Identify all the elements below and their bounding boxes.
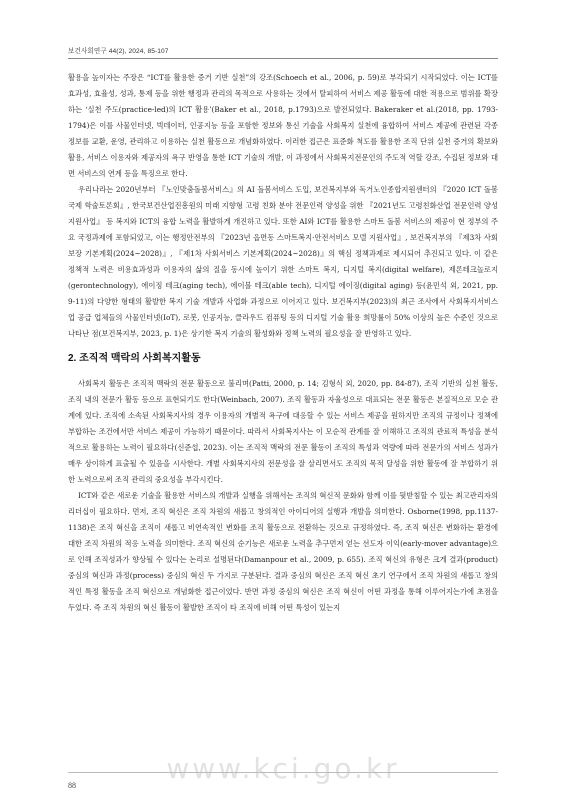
- section-heading: 2. 조직적 맥락의 사회복지활동: [68, 353, 201, 364]
- running-header: 보건사회연구 44(2), 2024, 85-107: [68, 48, 169, 55]
- body-paragraph: 사회복지 활동은 조직적 맥락의 전문 활동으로 불리며(Patti, 2000, p. 14; 김형식 외, 2020, pp. 84-87), 조직 기반의 실천 활동, 조직 내의 전문가 활동 등으로 표현되기도 한다(Weinbach, 2007). 조직 활동과 자율성으로 대표되는 전문 활동은 본질적으로 모순 관계에 있다. 조직에 소속된 사회복지사의 경우 이용자의 개별적 욕구에 대응할 수 있는 서비스 제공을 원하지만 조직의 규정이나 정책에 부합하는 조건에서만 서비스 제공이 가능하기 때문이다. 따라서 사회복지사는 이 모순적 관계를 잘 이해하고 조직의 관료적 특성을 분석적으로 활용하는 노력이 필요하다(신준섭, 2023). 이는 조직적 맥락의 전문 활동이 조직의 특성과 역량에 따라 전문가의 서비스 성과가 매우 상이하게 표출될 수 있음을 시사한다. 개별 사회복지사의 전문성을 잘 살리면서도 조직의 목적 달성을 위한 활동에 잘 부합하기 위한 노력으로써 조직 관리의 중요성을 부각시킨다.: [68, 379, 498, 484]
- watermark: www.kci.go.kr: [166, 752, 400, 785]
- body-paragraph: ICT와 같은 새로운 기술을 활용한 서비스의 개발과 실행을 위해서는 조직의 혁신적 문화와 함께 이를 뒷받침할 수 있는 최고관리자의 리더십이 필요하다. 먼저, 조직 혁신은 조직 차원의 새롭고 창의적인 아이디어의 실행과 개발을 의미한다. Osborne(1998, pp.1137-1138)은 조직 혁신을 조직이 새롭고 비연속적인 변화를 조직 활동으로 전환하는 것으로 규정하였다. 즉, 조직 혁신은 변화하는 환경에 대한 조직 차원의 적응 노력을 의미한다. 조직 혁신의 순기능은 새로운 노력을 추구먼저 얻는 선도자 이익(early-mover advantage)으로 인해 조직성과가 향상될 수 있다는 논리로 설명된다(Damanpour et al., 2009, p. 655). 조직 혁신의 유형은 크게 결과(product) 중심의 혁신과 과정(process) 중심의 혁신 두 가지로 구분된다. 결과 중심의 혁신은 조직 혁신 초기 연구에서 조직 차원의 새롭고 창의적인 특정 활동을 조직 혁신으로 개념화한 접근이었다. 반면 과정 중심의 혁신은 조직 혁신이 어떤 과정을 통해 이루어지는가에 초점을 두었다. 즉 조직 차원의 혁신 활동이 활발한 조직이 타 조직에 비해 어떤 특성이 있는지: [68, 491, 498, 612]
- page-number: 88: [68, 781, 76, 790]
- body-paragraph: 활용을 높이자는 주장은 “ICT를 활용한 증거 기반 실천”의 강조(Schoech et al., 2006, p. 59)로 부각되기 시작되었다. 이는 ICT를 효과성, 효율성, 성과, 통제 등을 위한 행정과 관리의 목적으로 사용하는 것에서 탈피하여 서비스 제공 활동에 대한 적용으로 범위를 확장하는 ‘실천 주도(practice-led)의 ICT 활용’(Baker et al., 2018, p.1793)으로 발전되었다. Bakeraker et al.(2018, pp. 1793-1794)은 이를 사물인터넷, 빅데이터, 인공지능 등을 포함한 정보와 통신 기술을 사회복지 실천에 융합하여 서비스 제공에 관련된 각종 정보를 교환, 운영, 관리하고 이용하는 실천 활동으로 개념화하였다. 이러한 접근은 표준화 척도를 활용한 조직 단위 실천 증거의 확보와 활용, 서비스 이용자와 제공자의 욕구 반영을 통한 ICT 기술의 개발, 이 과정에서 사회복지전문인의 주도적 역할 강조, 수집된 정보와 대면 서비스의 연계 등을 특징으로 한다.: [68, 73, 498, 178]
- page-body: [68, 70, 498, 616]
- header-divider: [68, 58, 498, 59]
- footer-divider: [68, 772, 498, 773]
- body-paragraph: 우리나라는 2020년부터 『노인맞춤돌봄서비스』의 AI 돌봄서비스 도입, 보건복지부와 독거노인종합지원센터의 『2020 ICT 돌봄 국제 학술토론회』, 한국보건산업진흥원의 미래 지향형 고령 친화 분야 전문인력 양성을 위한 『2021년도 고령친화산업 전문인력 양성 지원사업』 등 복지와 ICT의 융합 노력을 활발하게 개진하고 있다. 또한 AI와 ICT를 활용한 스마트 돌봄 서비스의 제공이 현 정부의 주요 국정과제에 포함되었고, 이는 행정안전부의 『2023년 읍면동 스마트복지·안전서비스 모델 지원사업』, 보건복지부의 『제3차 사회보장 기본계획(2024~2028)』, 『제1차 사회서비스 기본계획(2024~2028)』의 핵심 정책과제로 제시되어 추진되고 있다. 이 같은 정책적 노력은 비용효과성과 이용자의 삶의 질을 동시에 높이기 위한 스마트 복지, 디지털 복지(digital welfare), 제론테크놀로지(gerontechnology), 에이징 테크(aging tech), 에이블 테크(able tech), 디지털 에이징(digital aging) 등(윤민석 외, 2021, pp. 9-11)의 다양한 형태의 활발한 복지 기술 개발과 사업화 과정으로 이어지고 있다. 보건복지부(2023)의 최근 조사에서 사회복지서비스업 공급 업체들의 사물인터넷(IoT), 로봇, 인공지능, 클라우드 컴퓨팅 등의 디지털 기술 활용 희망률이 50% 이상의 높은 수준인 것으로 나타난 점(보건복지부, 2023, p. 1)은 상기한 복지 기술의 활성화와 정책 노력의 필요성을 잘 반영하고 있다.: [68, 185, 498, 338]
